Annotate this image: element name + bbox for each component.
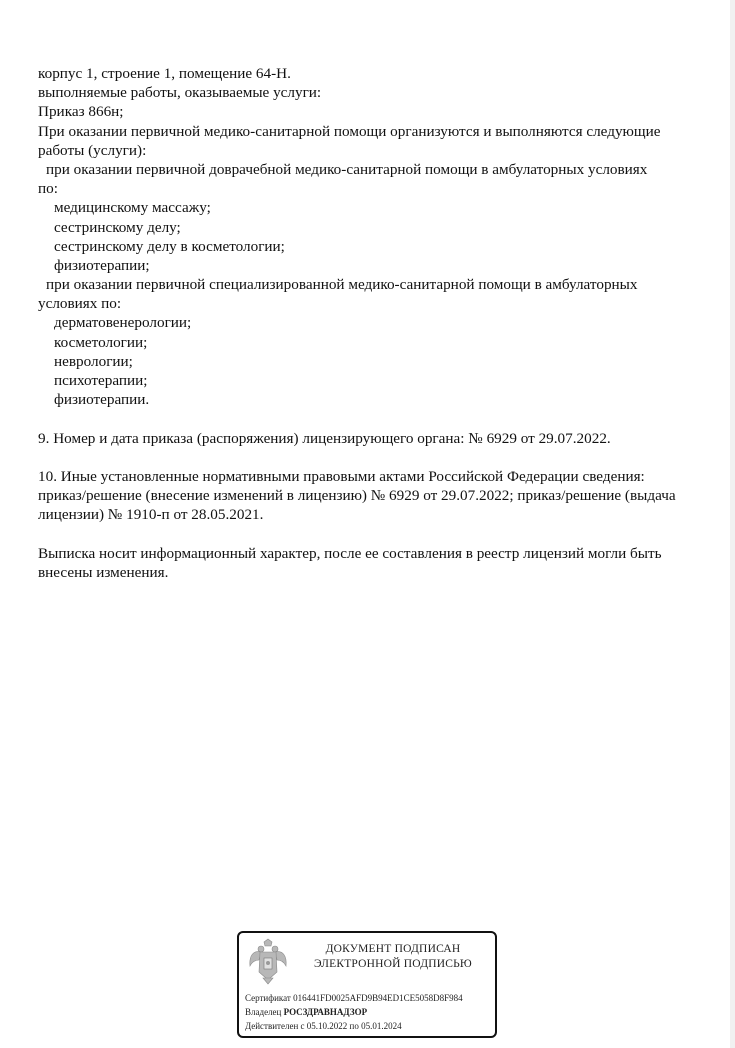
text-line: При оказании первичной медико-санитарной помощи организуются и выполняются следующие xyxy=(38,122,661,140)
document-body xyxy=(38,64,708,582)
spacer xyxy=(38,409,708,428)
spacer xyxy=(38,448,708,467)
coat-of-arms-icon xyxy=(247,938,289,986)
service-item: медицинскому массажу; xyxy=(54,199,211,217)
text-line: условиях по: xyxy=(38,295,122,313)
service-item: психотерапии; xyxy=(54,372,148,389)
service-item: физиотерапии. xyxy=(54,391,150,409)
text-line: приказ/решение (внесение изменений в лицензию) № 6929 от 29.07.2022; приказ/решение (выдача xyxy=(38,487,676,505)
electronic-signature-stamp xyxy=(237,931,497,1038)
text-line: при оказании первичной доврачебной медико-санитарной помощи в амбулаторных условиях xyxy=(46,160,648,178)
service-item: косметологии; xyxy=(54,333,148,351)
text-line: работы (услуги): xyxy=(38,141,147,159)
owner-row xyxy=(245,1005,463,1019)
stamp-title-line: ДОКУМЕНТ ПОДПИСАН xyxy=(325,943,461,955)
certificate-label: Сертификат xyxy=(245,993,291,1003)
text-line: Приказ 866н; xyxy=(38,103,124,121)
page-edge xyxy=(730,0,735,1048)
stamp-title xyxy=(295,942,491,971)
text-line: выполняемые работы, оказываемые услуги: xyxy=(38,84,322,102)
text-line: внесены изменения. xyxy=(38,563,169,581)
text-line: при оказании первичной специализированной медико-санитарной помощи в амбулаторных xyxy=(46,276,638,294)
service-item: сестринскому делу в косметологии; xyxy=(54,237,285,255)
owner-value: РОСЗДРАВНАДЗОР xyxy=(283,1007,368,1017)
service-item: неврологии; xyxy=(54,352,133,370)
validity-label: Действителен xyxy=(245,1021,299,1031)
text-line: Выписка носит информационный характер, после ее составления в реестр лицензий могли быть xyxy=(38,544,662,562)
service-item: физиотерапии; xyxy=(54,256,150,274)
service-item: дерматовенерологии; xyxy=(54,314,192,332)
validity-row xyxy=(245,1019,463,1033)
validity-value: с 05.10.2022 по 05.01.2024 xyxy=(300,1021,402,1031)
certificate-row xyxy=(245,991,463,1005)
stamp-details xyxy=(245,991,463,1033)
text-line: 10. Иные установленные нормативными правовыми актами Российской Федерации сведения: xyxy=(38,467,645,485)
owner-label: Владелец xyxy=(245,1007,282,1017)
disclaimer xyxy=(38,544,708,582)
text-line: корпус 1, строение 1, помещение 64-Н. xyxy=(38,65,291,82)
text-line: лицензии) № 1910-п от 28.05.2021. xyxy=(38,506,264,524)
text-line: по: xyxy=(38,180,58,198)
spacer xyxy=(38,525,708,544)
service-item: сестринскому делу; xyxy=(54,218,181,236)
certificate-value: 016441FD0025AFD9B94ED1CE5058D8F984 xyxy=(293,993,463,1003)
stamp-title-line: ЭЛЕКТРОННОЙ ПОДПИСЬЮ xyxy=(314,957,472,970)
section-10-other-info xyxy=(38,467,708,525)
section-9-order-number: 9. Номер и дата приказа (распоряжения) лицензирующего органа: № 6929 от 29.07.2022. xyxy=(38,429,611,447)
